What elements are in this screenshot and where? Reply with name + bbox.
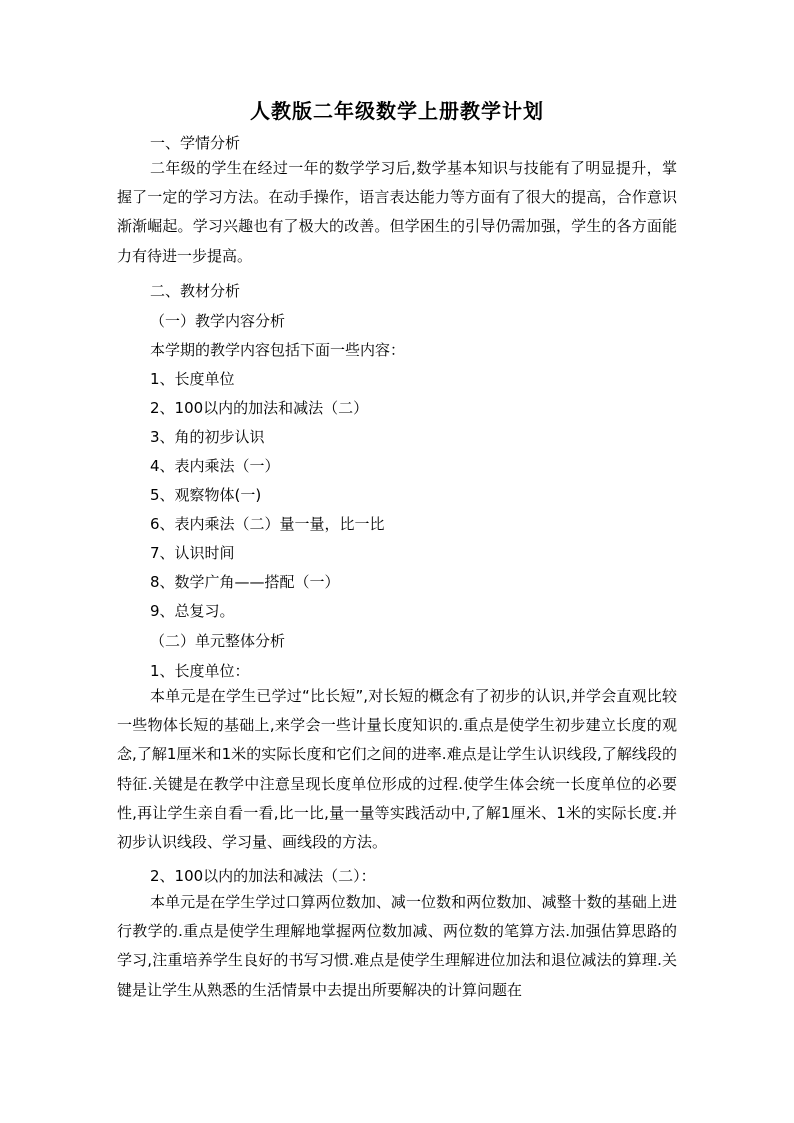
content-list-item: 5、观察物体(一) [150,486,262,504]
unit1-heading: 1、长度单位： [150,662,250,680]
student-analysis-paragraph: 二年级的学生在经过一年的数学学习后,数学基本知识与技能有了明显提升，掌握了一定的学习方法。在动手操作，语言表达能力等方面有了很大的提高，合作意识渐渐崛起。学习兴趣也有了极大的改善。但学困生的引导仍需加强，学生的各方面能力有待进一步提高。 [117,159,677,265]
unit2-heading: 2、100以内的加法和减法（二）： [150,867,376,885]
subsection-heading-content-analysis: （一）教学内容分析 [150,312,286,330]
content-list-item: 9、总复习。 [150,602,235,620]
section-heading-student-analysis: 一、学情分析 [150,134,241,152]
content-list-item: 4、表内乘法（一） [150,457,280,475]
section-heading-textbook-analysis: 二、教材分析 [150,282,241,300]
unit1-paragraph: 本单元是在学生已学过“比长短”,对长短的概念有了初步的认识,并学会直观比较一些物体长短的基础上,来学会一些计量长度知识的.重点是使学生初步建立长度的观念,了解1厘米和1米的实际长度和它们之间的进率.难点是让学生认识线段,了解线段的特征.关键是在教学中注意呈现长度单位形成的过程.使学生体会统一长度单位的必要性,再让学生亲自看一看,比一比,量一量等实践活动中,了解1厘米、1米的实际长度.并初步认识线段、学习量、画线段的方法。 [117,687,677,852]
subsection-heading-unit-analysis: （二）单元整体分析 [150,632,286,650]
content-intro: 本学期的教学内容包括下面一些内容： [150,341,406,359]
unit2-paragraph: 本单元是在学生学过口算两位数加、减一位数和两位数加、减整十数的基础上进行教学的.重点是使学生理解地掌握两位数加减、两位数的笔算方法.加强估算思路的学习,注重培养学生良好的书写习惯.难点是使学生理解进位加法和退位减法的算理.关键是让学生从熟悉的生活情景中去提出所要解决的计算问题在 [117,893,677,999]
content-list-item: 1、长度单位 [150,370,235,388]
content-list-item: 7、认识时间 [150,544,235,562]
content-list-item: 6、表内乘法（二）量一量，比一比 [150,515,385,533]
document-title: 人教版二年级数学上册教学计划 [250,99,544,123]
content-list-item: 8、数学广角——搭配（一） [150,573,340,591]
content-list-item: 3、角的初步认识 [150,428,265,446]
content-list-item: 2、100以内的加法和减法（二） [150,399,369,417]
